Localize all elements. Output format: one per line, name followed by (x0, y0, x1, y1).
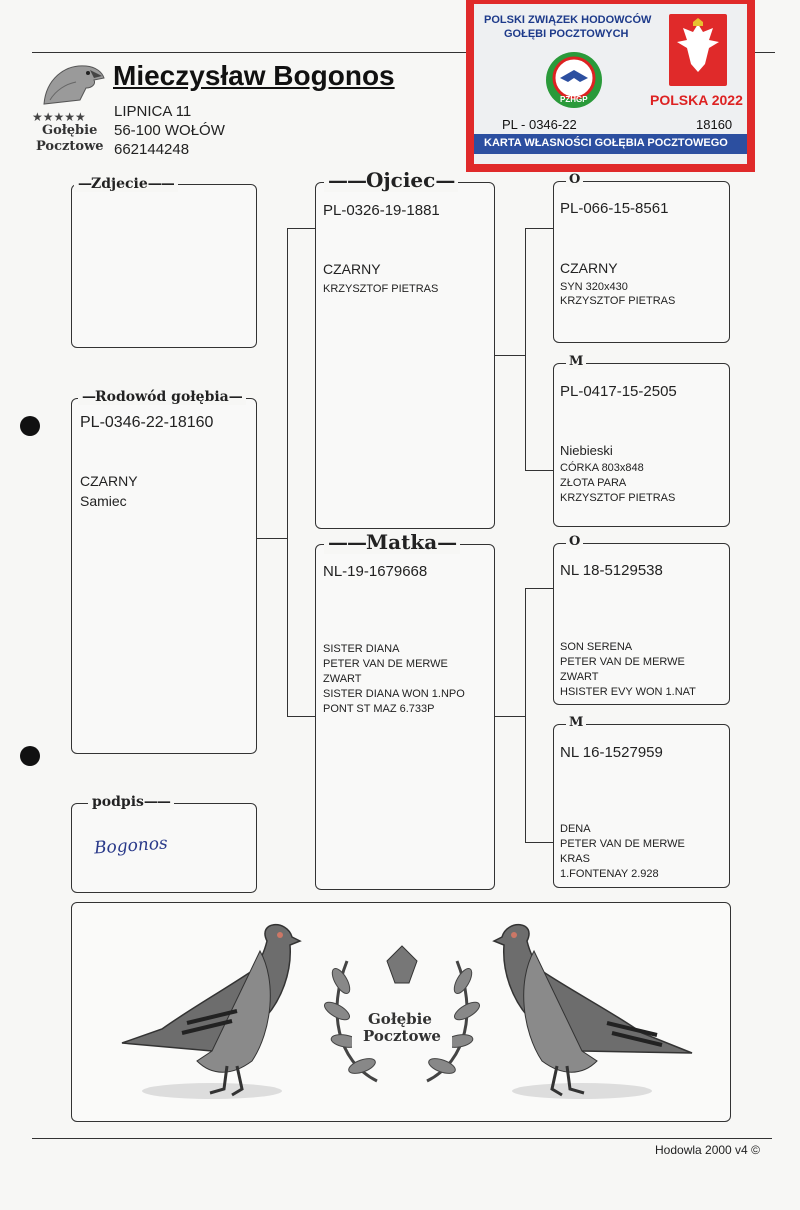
signature-text: Bogonos (93, 833, 169, 859)
pigeon-right-icon (492, 911, 712, 1111)
mother-note: PETER VAN DE MERWE (323, 658, 448, 670)
card-ring-prefix: PL - 0346-22 (502, 117, 577, 132)
father-legend: ——Ojciec— (324, 168, 458, 192)
logo-text-line2: Pocztowe (36, 139, 104, 154)
mother-note: SISTER DIANA WON 1.NPO (323, 688, 465, 700)
header-rule (32, 52, 472, 53)
footer-credit: Hodowla 2000 v4 © (655, 1143, 760, 1157)
card-ring-number: 18160 (696, 117, 733, 132)
footer-rule (32, 1138, 772, 1139)
mother-ring: NL-19-1679668 (323, 563, 428, 580)
owner-name: Mieczysław Bogonos (113, 60, 395, 91)
mother-note: ZWART (323, 673, 362, 685)
mother-note: SISTER DIANA (323, 643, 400, 655)
card-inner (474, 4, 747, 164)
paternal-grandfather-note: SYN 320x430 (560, 281, 628, 293)
photo-legend: —Zdjecie—— (74, 176, 178, 192)
binder-hole-top (20, 416, 40, 436)
father-box (315, 182, 495, 529)
father-color: CZARNY (323, 261, 381, 277)
binder-hole-bottom (20, 746, 40, 766)
header-logo (32, 60, 108, 160)
maternal-grandfather-legend: O (566, 534, 583, 549)
paternal-grandmother-ring: PL-0417-15-2505 (560, 383, 677, 400)
maternal-grandmother-ring: NL 16-1527959 (560, 744, 663, 761)
maternal-grandfather-note: PETER VAN DE MERWE (560, 656, 685, 668)
father-ring: PL-0326-19-1881 (323, 202, 440, 219)
header-rule-right (755, 52, 775, 53)
banner-logo-line2: Pocztowe (363, 1027, 441, 1045)
pedigree-legend: —Rodowód gołębia— (78, 389, 246, 405)
signature-legend: podpis—— (88, 794, 174, 810)
bracket-link (495, 355, 525, 356)
bracket-link (525, 588, 526, 842)
maternal-grandfather-note: ZWART (560, 671, 599, 683)
photo-box[interactable] (71, 184, 257, 348)
card-org-line1: POLSKI ZWIĄZEK HODOWCÓW (484, 14, 652, 26)
maternal-grandmother-note: DENA (560, 823, 591, 835)
bracket-link (525, 588, 553, 589)
bracket-link (495, 716, 525, 717)
paternal-grandmother-note: ZŁOTA PARA (560, 477, 627, 489)
paternal-grandmother-legend: M (566, 354, 586, 369)
maternal-grandfather-ring: NL 18-5129538 (560, 562, 663, 579)
bracket-link (525, 228, 526, 470)
maternal-grandmother-note: 1.FONTENAY 2.928 (560, 868, 659, 880)
card-footer-text: KARTA WŁASNOŚCI GOŁĘBIA POCZTOWEGO (484, 137, 728, 149)
card-emblem-text: PZHGP (560, 95, 588, 104)
mother-box (315, 544, 495, 890)
bracket-link (525, 470, 553, 471)
polish-flag (669, 14, 727, 86)
bracket-link (287, 228, 288, 716)
banner-logo-line1: Gołębie (368, 1010, 432, 1028)
owner-address-line2: 56-100 WOŁÓW (114, 122, 225, 139)
bracket-link (525, 228, 553, 229)
pedigree-box (71, 398, 257, 754)
ownership-card (466, 0, 755, 172)
paternal-grandfather-note: KRZYSZTOF PIETRAS (560, 295, 676, 307)
mother-note: PONT ST MAZ 6.733P (323, 703, 435, 715)
paternal-grandmother-color: Niebieski (560, 443, 613, 458)
card-footer-banner (474, 134, 747, 154)
bottom-banner (71, 902, 731, 1122)
pedigree-color: CZARNY (80, 473, 138, 489)
paternal-grandfather-ring: PL-066-15-8561 (560, 200, 669, 217)
bracket-link (525, 842, 553, 843)
maternal-grandfather-note: HSISTER EVY WON 1.NAT (560, 686, 696, 698)
maternal-grandfather-note: SON SERENA (560, 641, 633, 653)
paternal-grandmother-note: KRZYSZTOF PIETRAS (560, 492, 676, 504)
card-year: POLSKA 2022 (650, 92, 743, 108)
paternal-grandfather-color: CZARNY (560, 260, 618, 276)
father-breeder: KRZYSZTOF PIETRAS (323, 283, 439, 295)
maternal-grandmother-note: KRAS (560, 853, 590, 865)
pedigree-ring: PL-0346-22-18160 (80, 414, 214, 431)
pedigree-sex: Samiec (80, 493, 127, 509)
maternal-grandmother-legend: M (566, 715, 586, 730)
pigeon-left-icon (92, 911, 312, 1111)
bracket-link (257, 538, 287, 539)
logo-stars: ★★★★★ (32, 110, 86, 124)
paternal-grandmother-note: CÓRKA 803x848 (560, 462, 644, 474)
eagle-icon (36, 60, 106, 110)
bracket-link (287, 716, 315, 717)
maternal-grandmother-note: PETER VAN DE MERWE (560, 838, 685, 850)
card-org-line2: GOŁĘBI POCZTOWYCH (504, 28, 629, 40)
card-emblem (542, 48, 606, 112)
white-eagle-icon (669, 14, 727, 86)
owner-address-line1: LIPNICA 11 (114, 103, 192, 120)
owner-phone: 662144248 (114, 141, 190, 158)
paternal-grandfather-legend: O (566, 172, 583, 187)
mother-legend: ——Matka— (324, 530, 460, 554)
logo-text-line1: Gołębie (42, 123, 98, 138)
bracket-link (287, 228, 315, 229)
